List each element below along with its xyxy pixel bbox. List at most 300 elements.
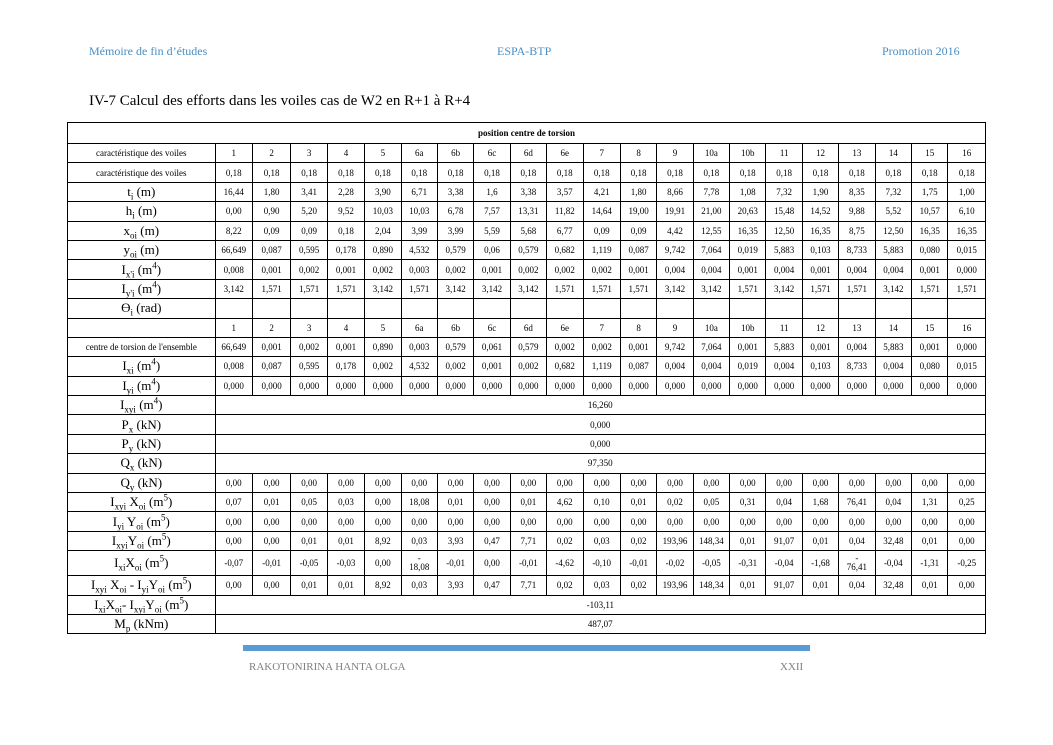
value-cell: -0,01 [510,551,546,576]
value-cell: 0,002 [365,260,401,279]
value-cell: 0,02 [657,493,693,512]
value-cell: 0,00 [547,512,583,531]
value-cell: 7,57 [474,202,510,221]
value-cell: 0,00 [620,473,656,492]
value-cell: 10,03 [401,202,437,221]
value-cell: 0,000 [875,376,911,395]
row-label: $I_{xyi}$ $X_{oi}$ $(m^5)$ [68,493,216,512]
value-cell: 0,25 [948,493,986,512]
value-cell [510,299,546,318]
value-cell: 0,004 [839,337,875,356]
value-cell: 0,001 [620,337,656,356]
value-cell: 3,142 [693,279,729,298]
value-cell: 0,00 [839,473,875,492]
value-cell: 0,004 [657,260,693,279]
value-cell: 21,00 [693,202,729,221]
value-cell: 0,18 [365,163,401,182]
value-cell: 0,00 [510,512,546,531]
value-cell: 0,18 [766,163,802,182]
value-cell: 0,00 [802,473,838,492]
value-cell: 0,002 [510,260,546,279]
torsion-table [67,122,986,634]
table-title: position centre de torsion [68,123,986,144]
row-label: $I_{yi}$ $(m^4)$ [68,376,216,395]
value-cell: 0,003 [401,260,437,279]
value-cell: 3,57 [547,182,583,201]
table-row [68,415,986,434]
value-cell: 12 [802,144,838,163]
value-cell [252,299,290,318]
value-cell: 0,000 [474,376,510,395]
value-cell: 0,00 [365,512,401,531]
value-cell: 0,00 [693,473,729,492]
value-cell: 148,34 [693,576,729,595]
value-cell: 0,000 [839,376,875,395]
row-label: $I_{xyi}Y_{oi}$ $(m^5)$ [68,531,216,550]
value-cell: 0,02 [620,531,656,550]
value-cell: 1,571 [547,279,583,298]
row-label: caractéristique des voiles [68,163,216,182]
table-row [68,473,986,492]
table-row [68,163,986,182]
value-cell: 0,002 [291,260,327,279]
value-cell: 0,002 [437,260,473,279]
table-row [68,279,986,298]
value-cell: 0,000 [912,376,948,395]
value-cell: 0,01 [620,493,656,512]
value-cell: 16 [948,318,986,337]
value-cell: 8,92 [365,531,401,550]
value-cell: 3,142 [875,279,911,298]
table-row [68,595,986,614]
value-cell: 0,087 [252,357,290,376]
value-cell: 3,142 [510,279,546,298]
value-cell: 5 [365,144,401,163]
table-row [68,182,986,201]
value-cell: 0,002 [437,357,473,376]
value-cell: 0,002 [547,260,583,279]
value-cell: 0,90 [252,202,290,221]
value-cell: 3,142 [657,279,693,298]
value-cell: 5,883 [766,240,802,259]
value-cell [215,299,252,318]
value-cell: 13 [839,318,875,337]
value-cell: 20,63 [730,202,766,221]
value-cell [437,299,473,318]
value-cell: 8,22 [215,221,252,240]
value-cell: 9,742 [657,240,693,259]
value-cell: 0,000 [510,376,546,395]
value-cell: 0,000 [365,376,401,395]
row-label: $I_{xyi}$ $(m^4)$ [68,396,216,415]
value-cell: 0,00 [252,531,290,550]
value-cell: 0,01 [252,493,290,512]
row-label: $I_{x'i}$ $(m^4)$ [68,260,216,279]
value-cell: 0,18 [215,163,252,182]
value-cell: 3,99 [401,221,437,240]
value-cell: 6d [510,318,546,337]
value-cell [766,299,802,318]
value-cell: 5,59 [474,221,510,240]
value-cell: 3,142 [474,279,510,298]
value-cell: 6a [401,318,437,337]
value-cell: - 76,41 [839,551,875,576]
table-row [68,202,986,221]
value-cell: 0,03 [583,576,620,595]
value-cell: 9,52 [327,202,364,221]
value-cell: 0,002 [291,337,327,356]
value-cell: 0,00 [620,512,656,531]
value-cell: 0,00 [215,202,252,221]
value-cell: 15 [912,318,948,337]
value-cell: 6,10 [948,202,986,221]
value-cell: 10b [730,318,766,337]
value-cell [583,299,620,318]
value-cell: 0,00 [657,512,693,531]
value-cell: 0,00 [948,576,986,595]
value-cell: 0,00 [365,473,401,492]
value-cell: 0,09 [291,221,327,240]
value-cell: 0,019 [730,357,766,376]
row-label: $M_p$ (kNm) [68,614,216,633]
value-cell: 1 [215,144,252,163]
value-cell: 2 [252,318,290,337]
value-cell: 0,000 [252,376,290,395]
value-cell: 14 [875,318,911,337]
value-cell: 7 [583,318,620,337]
value-cell: 0,01 [802,576,838,595]
value-cell: 5,52 [875,202,911,221]
value-cell: -0,02 [657,551,693,576]
value-cell: 4 [327,318,364,337]
value-cell: 0,001 [327,260,364,279]
footer-author: RAKOTONIRINA HANTA OLGA [249,661,406,673]
value-cell: 0,890 [365,240,401,259]
value-cell [802,299,838,318]
value-cell: 1,90 [802,182,838,201]
value-cell: 0,31 [730,493,766,512]
value-cell: 0,595 [291,240,327,259]
value-cell: 1,119 [583,240,620,259]
value-cell: 91,07 [766,576,802,595]
value-cell: -0,10 [583,551,620,576]
table-row [68,357,986,376]
value-cell: 4,532 [401,357,437,376]
row-label: $Q_y$ (kN) [68,473,216,492]
row-label: $I_{xi}$ $(m^4)$ [68,357,216,376]
value-cell: 3,93 [437,531,473,550]
value-cell: 0,03 [401,531,437,550]
value-cell: 0,18 [327,163,364,182]
value-cell: -1,31 [912,551,948,576]
value-cell: -0,05 [693,551,729,576]
value-cell: 0,00 [948,473,986,492]
value-cell: 1,31 [912,493,948,512]
merged-value-cell: -103,11 [215,595,985,614]
merged-value-cell: 0,000 [215,415,985,434]
value-cell: 0,09 [583,221,620,240]
value-cell: 0,00 [766,512,802,531]
value-cell: 0,682 [547,240,583,259]
value-cell: 5,883 [766,337,802,356]
value-cell: 1,571 [252,279,290,298]
value-cell: 32,48 [875,576,911,595]
value-cell: 5 [365,318,401,337]
value-cell: 19,91 [657,202,693,221]
value-cell: 1,571 [620,279,656,298]
value-cell: 6e [547,318,583,337]
value-cell: 0,02 [547,576,583,595]
value-cell: -1,68 [802,551,838,576]
value-cell: 0,001 [802,260,838,279]
value-cell: 0,00 [327,473,364,492]
row-label: $I_{xi}X_{oi}-$ $I_{xyi}Y_{oi}$ $(m^5)$ [68,595,216,614]
value-cell: 1,571 [730,279,766,298]
header-left-text: Mémoire de fin d’études [89,44,208,58]
value-cell: 0,004 [693,357,729,376]
value-cell: 0,00 [583,473,620,492]
value-cell: 0,03 [401,576,437,595]
value-cell: 0,178 [327,240,364,259]
value-cell: 0,18 [912,163,948,182]
value-cell: 7,064 [693,240,729,259]
value-cell: 1,00 [948,182,986,201]
value-cell: 8 [620,318,656,337]
value-cell: 0,18 [583,163,620,182]
row-label: $I_{yi}$ $Y_{oi}$ $(m^5)$ [68,512,216,531]
value-cell: 4 [327,144,364,163]
value-cell: 0,004 [693,260,729,279]
value-cell: 0,000 [583,376,620,395]
value-cell: 0,05 [291,493,327,512]
value-cell: -4,62 [547,551,583,576]
table-row [68,434,986,453]
value-cell: 8,733 [839,357,875,376]
value-cell: 6d [510,144,546,163]
value-cell: 0,000 [657,376,693,395]
value-cell: 0,01 [730,576,766,595]
value-cell: -0,25 [948,551,986,576]
value-cell: 0,000 [948,260,986,279]
value-cell [291,299,327,318]
value-cell: 0,04 [839,531,875,550]
value-cell: 0,002 [510,357,546,376]
value-cell: 3,38 [437,182,473,201]
value-cell: 14,52 [802,202,838,221]
row-label: $Q_x$ (kN) [68,454,216,473]
value-cell: 8,75 [839,221,875,240]
value-cell: 9 [657,144,693,163]
value-cell: 7 [583,144,620,163]
row-label: $y_{oi}$ (m) [68,240,216,259]
value-cell: 0,103 [802,357,838,376]
value-cell: - 18,08 [401,551,437,576]
table-row [68,337,986,356]
value-cell: 0,001 [474,260,510,279]
value-cell: 0,00 [510,473,546,492]
value-cell: 0,579 [437,337,473,356]
value-cell: 1,571 [802,279,838,298]
value-cell: 0,002 [583,337,620,356]
value-cell: 0,015 [948,240,986,259]
value-cell: 7,064 [693,337,729,356]
value-cell: 11 [766,318,802,337]
value-cell: 0,09 [620,221,656,240]
value-cell: 3,38 [510,182,546,201]
value-cell: 0,18 [657,163,693,182]
merged-value-cell: 487,07 [215,614,985,633]
value-cell: 0,001 [252,260,290,279]
value-cell: 2,28 [327,182,364,201]
row-label: caractéristique des voiles [68,144,216,163]
value-cell: 0,001 [912,260,948,279]
row-label: $I_{xyi}$ $X_{oi} - I_{yi}Y_{oi}$ $(m^5)$ [68,576,216,595]
value-cell: 0,682 [547,357,583,376]
value-cell: 0,001 [730,260,766,279]
value-cell: 7,78 [693,182,729,201]
value-cell: 3,142 [766,279,802,298]
value-cell: 91,07 [766,531,802,550]
table-row [68,318,986,337]
value-cell: 0,00 [401,512,437,531]
value-cell [912,299,948,318]
value-cell: 16,44 [215,182,252,201]
table-row [68,299,986,318]
value-cell: 0,18 [948,163,986,182]
merged-value-cell: 97,350 [215,454,985,473]
value-cell: 0,00 [948,531,986,550]
value-cell: 0,01 [802,531,838,550]
value-cell: 0,10 [583,493,620,512]
value-cell: 14,64 [583,202,620,221]
table-row [68,512,986,531]
value-cell: 12,55 [693,221,729,240]
table-row [68,144,986,163]
value-cell: 3,41 [291,182,327,201]
value-cell: 1,571 [912,279,948,298]
value-cell: 4,21 [583,182,620,201]
value-cell: 0,001 [912,337,948,356]
value-cell: 148,34 [693,531,729,550]
table-row [68,614,986,633]
value-cell: 0,00 [547,473,583,492]
value-cell: 0,00 [766,473,802,492]
table-row [68,396,986,415]
value-cell: 9 [657,318,693,337]
value-cell: 0,001 [620,260,656,279]
value-cell: 76,41 [839,493,875,512]
value-cell: 0,01 [912,576,948,595]
value-cell: 0,18 [802,163,838,182]
value-cell: 0,001 [802,337,838,356]
value-cell: 0,18 [437,163,473,182]
value-cell: 0,001 [252,337,290,356]
value-cell: 3,99 [437,221,473,240]
value-cell: 0,890 [365,337,401,356]
value-cell: 3,142 [437,279,473,298]
value-cell: 1,571 [327,279,364,298]
value-cell: 0,000 [693,376,729,395]
value-cell: 0,18 [252,163,290,182]
value-cell: 3,93 [437,576,473,595]
value-cell: 0,178 [327,357,364,376]
value-cell: 193,96 [657,576,693,595]
value-cell: 0,18 [875,163,911,182]
value-cell: 3,142 [365,279,401,298]
value-cell: 5,20 [291,202,327,221]
value-cell: 193,96 [657,531,693,550]
value-cell: 0,000 [730,376,766,395]
value-cell: 3 [291,318,327,337]
value-cell: 0,02 [547,531,583,550]
value-cell: 0,00 [474,551,510,576]
row-label: centre de torsion de l'ensemble [68,337,216,356]
value-cell: 0,01 [510,493,546,512]
value-cell: 0,03 [327,493,364,512]
value-cell: 0,04 [766,493,802,512]
value-cell: -0,01 [252,551,290,576]
value-cell: 0,00 [912,512,948,531]
value-cell: 0,00 [875,512,911,531]
value-cell: 0,47 [474,531,510,550]
value-cell: -0,05 [291,551,327,576]
value-cell: 6,71 [401,182,437,201]
value-cell: 1,80 [252,182,290,201]
merged-value-cell: 16,260 [215,396,985,415]
value-cell: 0,002 [365,357,401,376]
value-cell: 7,32 [875,182,911,201]
value-cell: 0,00 [875,473,911,492]
value-cell: 6c [474,318,510,337]
value-cell: 6b [437,318,473,337]
value-cell: 0,18 [474,163,510,182]
value-cell: 9,88 [839,202,875,221]
value-cell: 0,02 [620,576,656,595]
value-cell: 4,532 [401,240,437,259]
value-cell: 18,08 [401,493,437,512]
value-cell: 0,004 [875,357,911,376]
value-cell [365,299,401,318]
row-label [68,318,216,337]
row-label: $t_i$ (m) [68,182,216,201]
value-cell: 14 [875,144,911,163]
table-row [68,576,986,595]
value-cell: 0,00 [437,473,473,492]
value-cell: -0,04 [766,551,802,576]
value-cell: 0,04 [839,576,875,595]
value-cell: 8,733 [839,240,875,259]
value-cell: 8,92 [365,576,401,595]
value-cell: 0,000 [766,376,802,395]
value-cell: 0,01 [327,531,364,550]
value-cell: -0,01 [620,551,656,576]
footer-bar [243,645,810,651]
value-cell: 0,01 [437,493,473,512]
table-title-row [68,123,986,144]
value-cell: 6c [474,144,510,163]
value-cell: 0,18 [401,163,437,182]
value-cell: 6,78 [437,202,473,221]
value-cell: 0,00 [693,512,729,531]
value-cell: 16,35 [948,221,986,240]
value-cell: 10,03 [365,202,401,221]
value-cell: 0,00 [474,512,510,531]
value-cell: 0,04 [875,493,911,512]
value-cell: 3,142 [215,279,252,298]
value-cell: -0,03 [327,551,364,576]
value-cell: 0,00 [215,531,252,550]
value-cell: 1,68 [802,493,838,512]
